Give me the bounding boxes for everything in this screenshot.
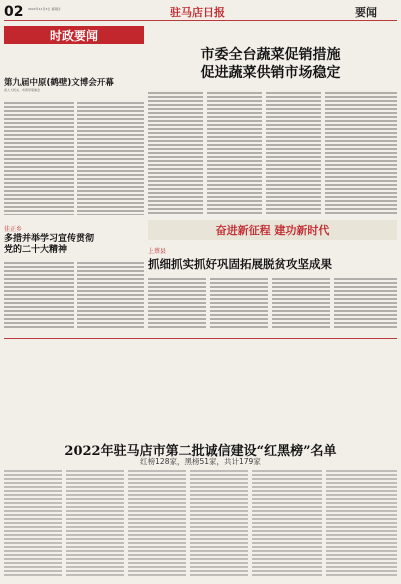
list-column-1 — [4, 468, 62, 578]
header-divider — [4, 20, 397, 21]
main-story-body-1 — [148, 90, 203, 215]
page-number: 02 — [4, 4, 24, 20]
mid-story-kicker: 佳正乡 — [4, 226, 23, 233]
list-column-6 — [326, 468, 397, 578]
left-story-body-2 — [77, 100, 144, 215]
slogan-band — [148, 220, 397, 240]
main-story-body-2 — [207, 90, 262, 215]
right-story-body-4 — [334, 276, 397, 330]
left-story-subtitle: 省人大机关、市领导等参会 — [4, 88, 41, 92]
list-column-2 — [66, 468, 124, 578]
right-story-title: 抓细抓实抓好巩固拓展脱贫攻坚成果 — [148, 257, 332, 271]
list-column-3 — [128, 468, 186, 578]
slogan-text: 奋进新征程 建功新时代 — [215, 224, 330, 237]
mid-story-title-line1: 多措并举学习宣传贯彻 — [4, 234, 95, 244]
right-story-body-2 — [210, 276, 268, 330]
right-story-kicker: 上蔡县 — [148, 248, 167, 255]
list-column-5 — [252, 468, 322, 578]
mid-story-title — [4, 234, 144, 256]
main-story-body-4 — [325, 90, 397, 215]
mid-story-body-1 — [4, 260, 74, 330]
main-headline-line2: 促进蔬菜供销市场稳定 — [200, 65, 341, 81]
main-headline — [144, 46, 397, 82]
left-story-title: 第九届中原(鹤壁)文博会开幕 — [4, 78, 114, 88]
mid-story-body-2 — [77, 260, 144, 330]
masthead-logo: 驻马店日报 — [170, 6, 225, 19]
bottom-title: 2022年驻马店市第二批诚信建设“红黑榜”名单 — [64, 444, 337, 459]
bottom-subtitle: 红榜128家，黑榜51家，共计179家 — [140, 457, 261, 466]
section-title: 要闻 — [355, 6, 377, 19]
main-story-body-3 — [266, 90, 321, 215]
mid-story-title-line2: 党的二十大精神 — [4, 245, 68, 255]
main-headline-line1: 市委全台蔬菜促销措施 — [200, 47, 341, 63]
right-story-body-3 — [272, 276, 330, 330]
right-story-body-1 — [148, 276, 206, 330]
list-column-4 — [190, 468, 248, 578]
bottom-divider — [4, 338, 397, 339]
date-line: 2022年11月3日 星期四 — [28, 7, 61, 11]
section-banner: 时政要闻 — [4, 26, 144, 44]
left-story-body — [4, 100, 74, 215]
